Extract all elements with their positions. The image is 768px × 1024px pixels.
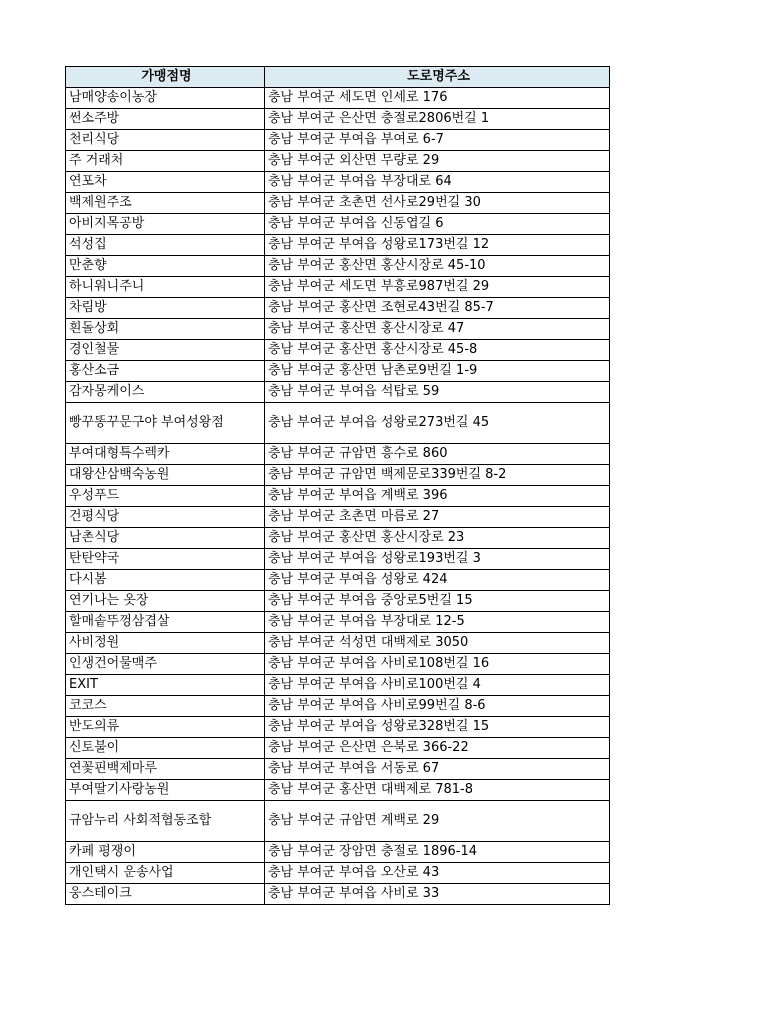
road-address-cell: 충남 부여군 부여읍 부장대로 64	[265, 172, 610, 193]
table-row	[66, 549, 610, 570]
store-name-cell: 개인택시 운송사업	[66, 863, 265, 884]
store-name-cell: 연꽃핀백제마루	[66, 759, 265, 780]
road-address-cell: 충남 부여군 홍산면 남촌로9번길 1-9	[265, 361, 610, 382]
road-address-cell: 충남 부여군 홍산면 조현로43번길 85-7	[265, 298, 610, 319]
table-row	[66, 654, 610, 675]
table-row	[66, 277, 610, 298]
store-name-cell: 남촌식당	[66, 528, 265, 549]
store-name-cell: 건평식당	[66, 507, 265, 528]
road-address-cell: 충남 부여군 부여읍 석탑로 59	[265, 382, 610, 403]
table-row	[66, 235, 610, 256]
road-address-cell: 충남 부여군 규암면 흥수로 860	[265, 444, 610, 465]
store-name-cell: 만춘향	[66, 256, 265, 277]
table-row	[66, 361, 610, 382]
header-row	[66, 67, 610, 88]
store-name-cell: 규암누리 사회적협동조합	[66, 801, 265, 842]
table-row	[66, 528, 610, 549]
table-row	[66, 633, 610, 654]
table-row	[66, 298, 610, 319]
store-name-cell: 천리식당	[66, 130, 265, 151]
table-row	[66, 214, 610, 235]
table-row	[66, 842, 610, 863]
road-address-cell: 충남 부여군 홍산면 홍산시장로 45-8	[265, 340, 610, 361]
store-name-cell: 홍산소금	[66, 361, 265, 382]
table-row	[66, 486, 610, 507]
store-name-cell: 웅스테이크	[66, 884, 265, 905]
store-name-cell: 하니워니주니	[66, 277, 265, 298]
road-address-cell: 충남 부여군 부여읍 오산로 43	[265, 863, 610, 884]
road-address-cell: 충남 부여군 초촌면 선사로29번길 30	[265, 193, 610, 214]
road-address-cell: 충남 부여군 부여읍 사비로108번길 16	[265, 654, 610, 675]
road-address-cell: 충남 부여군 장암면 충절로 1896-14	[265, 842, 610, 863]
road-address-cell: 충남 부여군 외산면 무량로 29	[265, 151, 610, 172]
road-address-cell: 충남 부여군 부여읍 부장대로 12-5	[265, 612, 610, 633]
table-row	[66, 88, 610, 109]
road-address-cell: 충남 부여군 세도면 부흥로987번길 29	[265, 277, 610, 298]
road-address-cell: 충남 부여군 규암면 계백로 29	[265, 801, 610, 842]
road-address-cell: 충남 부여군 홍산면 홍산시장로 23	[265, 528, 610, 549]
store-name-cell: 주 거래처	[66, 151, 265, 172]
road-address-cell: 충남 부여군 부여읍 사비로99번길 8-6	[265, 696, 610, 717]
store-name-cell: 대왕산삼백숙농원	[66, 465, 265, 486]
store-address-table	[65, 66, 610, 905]
store-name-cell: 반도의류	[66, 717, 265, 738]
store-name-cell: 인생건어물맥주	[66, 654, 265, 675]
road-address-cell: 충남 부여군 세도면 인세로 176	[265, 88, 610, 109]
store-name-cell: 빵꾸똥꾸문구야 부여성왕점	[66, 403, 265, 444]
store-name-cell: 감자몽케이스	[66, 382, 265, 403]
store-name-cell: 썬소주방	[66, 109, 265, 130]
road-address-cell: 충남 부여군 홍산면 대백제로 781-8	[265, 780, 610, 801]
table-row	[66, 340, 610, 361]
road-address-cell: 충남 부여군 홍산면 홍산시장로 47	[265, 319, 610, 340]
table-row	[66, 884, 610, 905]
road-address-cell: 충남 부여군 석성면 대백제로 3050	[265, 633, 610, 654]
store-name-cell: 연기나는 옷장	[66, 591, 265, 612]
road-address-cell: 충남 부여군 부여읍 부여로 6-7	[265, 130, 610, 151]
store-name-cell: 다시봄	[66, 570, 265, 591]
road-address-cell: 충남 부여군 은산면 충절로2806번길 1	[265, 109, 610, 130]
store-name-cell: 흰돌상회	[66, 319, 265, 340]
header-road-address: 도로명주소	[265, 67, 610, 88]
table-row	[66, 738, 610, 759]
road-address-cell: 충남 부여군 부여읍 사비로 33	[265, 884, 610, 905]
road-address-cell: 충남 부여군 부여읍 성왕로193번길 3	[265, 549, 610, 570]
table-row	[66, 696, 610, 717]
road-address-cell: 충남 부여군 부여읍 성왕로173번길 12	[265, 235, 610, 256]
table-row	[66, 444, 610, 465]
table-row	[66, 801, 610, 842]
road-address-cell: 충남 부여군 부여읍 성왕로273번길 45	[265, 403, 610, 444]
table-row	[66, 319, 610, 340]
road-address-cell: 충남 부여군 부여읍 계백로 396	[265, 486, 610, 507]
table-row	[66, 130, 610, 151]
store-name-cell: 신토불이	[66, 738, 265, 759]
table-row	[66, 382, 610, 403]
table-row	[66, 403, 610, 444]
road-address-cell: 충남 부여군 은산면 은북로 366-22	[265, 738, 610, 759]
road-address-cell: 충남 부여군 규암면 백제문로339번길 8-2	[265, 465, 610, 486]
table-row	[66, 507, 610, 528]
table-row	[66, 570, 610, 591]
table-row	[66, 465, 610, 486]
store-name-cell: 차림방	[66, 298, 265, 319]
table-row	[66, 863, 610, 884]
table-row	[66, 759, 610, 780]
road-address-cell: 충남 부여군 부여읍 서동로 67	[265, 759, 610, 780]
store-name-cell: 백제원주조	[66, 193, 265, 214]
table-row	[66, 591, 610, 612]
store-name-cell: 남매양송이농장	[66, 88, 265, 109]
table-row	[66, 717, 610, 738]
road-address-cell: 충남 부여군 부여읍 중앙로5번길 15	[265, 591, 610, 612]
table-row	[66, 612, 610, 633]
store-name-cell: 연포차	[66, 172, 265, 193]
store-name-cell: 우성푸드	[66, 486, 265, 507]
store-name-cell: 코코스	[66, 696, 265, 717]
store-name-cell: 탄탄약국	[66, 549, 265, 570]
store-name-cell: 카페 평쟁이	[66, 842, 265, 863]
table-row	[66, 172, 610, 193]
store-name-cell: 아비지목공방	[66, 214, 265, 235]
road-address-cell: 충남 부여군 부여읍 사비로100번길 4	[265, 675, 610, 696]
table-row	[66, 193, 610, 214]
road-address-cell: 충남 부여군 부여읍 성왕로328번길 15	[265, 717, 610, 738]
store-name-cell: 경인철물	[66, 340, 265, 361]
store-name-cell: 할매솥뚜껑삼겹살	[66, 612, 265, 633]
table-row	[66, 675, 610, 696]
table-body	[66, 88, 610, 905]
store-name-cell: 부여대형특수렉카	[66, 444, 265, 465]
table-row	[66, 256, 610, 277]
store-name-cell: EXIT	[66, 675, 265, 696]
store-name-cell: 석성집	[66, 235, 265, 256]
road-address-cell: 충남 부여군 부여읍 성왕로 424	[265, 570, 610, 591]
table-row	[66, 109, 610, 130]
header-store-name: 가맹점명	[66, 67, 265, 88]
road-address-cell: 충남 부여군 홍산면 홍산시장로 45-10	[265, 256, 610, 277]
table-row	[66, 780, 610, 801]
table-row	[66, 151, 610, 172]
store-name-cell: 사비정원	[66, 633, 265, 654]
road-address-cell: 충남 부여군 초촌면 마름로 27	[265, 507, 610, 528]
road-address-cell: 충남 부여군 부여읍 신동엽길 6	[265, 214, 610, 235]
store-name-cell: 부여딸기사랑농원	[66, 780, 265, 801]
